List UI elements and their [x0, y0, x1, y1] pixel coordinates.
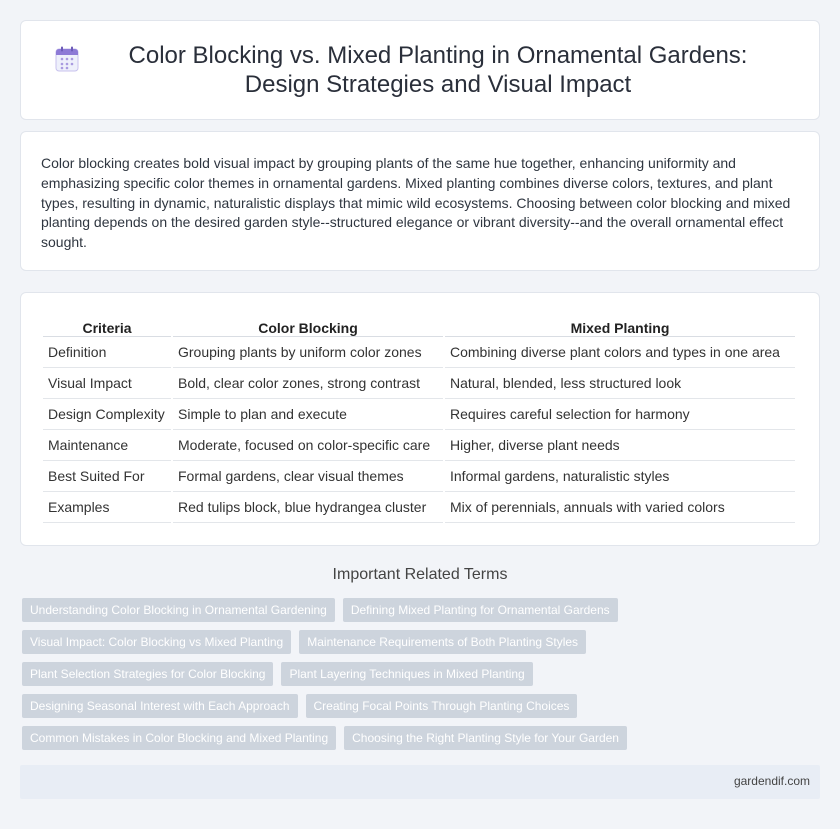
cell-color-blocking: Bold, clear color zones, strong contrast: [173, 368, 443, 399]
header-card: [20, 20, 820, 120]
table-row: [43, 492, 795, 523]
header-criteria: Criteria: [43, 315, 171, 337]
page-title: Color Blocking vs. Mixed Planting in Ornamental Gardens: Design Strategies and Visual Impact: [128, 42, 748, 98]
table-row: [43, 368, 795, 399]
cell-mixed-planting: Mix of perennials, annuals with varied colors: [445, 492, 795, 523]
related-term-tag[interactable]: Understanding Color Blocking in Ornamental Gardening: [22, 598, 335, 622]
related-term-tag[interactable]: Visual Impact: Color Blocking vs Mixed Planting: [22, 630, 291, 654]
cell-mixed-planting: Higher, diverse plant needs: [445, 430, 795, 461]
related-term-tag[interactable]: Creating Focal Points Through Planting Choices: [306, 694, 578, 718]
related-term-tag[interactable]: Maintenance Requirements of Both Planting Styles: [299, 630, 586, 654]
cell-criteria: Examples: [43, 492, 171, 523]
intro-card: [20, 131, 820, 271]
cell-mixed-planting: Combining diverse plant colors and types in one area: [445, 337, 795, 368]
table-row: [43, 430, 795, 461]
cell-color-blocking: Simple to plan and execute: [173, 399, 443, 430]
intro-paragraph: Color blocking creates bold visual impact by grouping plants of the same hue together, enhancing uniformity and emphasizing specific color themes in ornamental gardens. Mixed planting combines diverse colors, textures, and plant types, resulting in dynamic, naturalistic displays that mimic wild ecosystems. Choosing between color blocking and mixed planting depends on the desired garden style--structured elegance or vibrant diversity--and the overall ornamental effect sought.: [41, 155, 791, 251]
related-term-tag[interactable]: Plant Selection Strategies for Color Blocking: [22, 662, 273, 686]
cell-mixed-planting: Informal gardens, naturalistic styles: [445, 461, 795, 492]
cell-color-blocking: Red tulips block, blue hydrangea cluster: [173, 492, 443, 523]
related-term-tag[interactable]: Plant Layering Techniques in Mixed Planting: [281, 662, 532, 686]
related-terms-title: Important Related Terms: [332, 566, 508, 583]
cell-criteria: Design Complexity: [43, 399, 171, 430]
comparison-card: [20, 292, 820, 546]
footer: [20, 765, 820, 799]
table-row: [43, 337, 795, 368]
cell-criteria: Best Suited For: [43, 461, 171, 492]
related-term-tag[interactable]: Common Mistakes in Color Blocking and Mixed Planting: [22, 726, 336, 750]
cell-mixed-planting: Natural, blended, less structured look: [445, 368, 795, 399]
table-header-row: [43, 315, 795, 337]
cell-criteria: Visual Impact: [43, 368, 171, 399]
cell-criteria: Maintenance: [43, 430, 171, 461]
header-mixed-planting: Mixed Planting: [445, 315, 795, 337]
related-terms-list: [22, 598, 818, 758]
related-term-tag[interactable]: Choosing the Right Planting Style for Your Garden: [344, 726, 627, 750]
cell-color-blocking: Moderate, focused on color-specific care: [173, 430, 443, 461]
footer-site-link[interactable]: gardendif.com: [733, 774, 810, 788]
table-row: [43, 399, 795, 430]
cell-criteria: Definition: [43, 337, 171, 368]
cell-mixed-planting: Requires careful selection for harmony: [445, 399, 795, 430]
table-row: [43, 461, 795, 492]
cell-color-blocking: Formal gardens, clear visual themes: [173, 461, 443, 492]
comparison-table: [41, 315, 797, 523]
related-term-tag[interactable]: Defining Mixed Planting for Ornamental Gardens: [343, 598, 618, 622]
related-term-tag[interactable]: Designing Seasonal Interest with Each Approach: [22, 694, 298, 718]
header-color-blocking: Color Blocking: [173, 315, 443, 337]
cell-color-blocking: Grouping plants by uniform color zones: [173, 337, 443, 368]
